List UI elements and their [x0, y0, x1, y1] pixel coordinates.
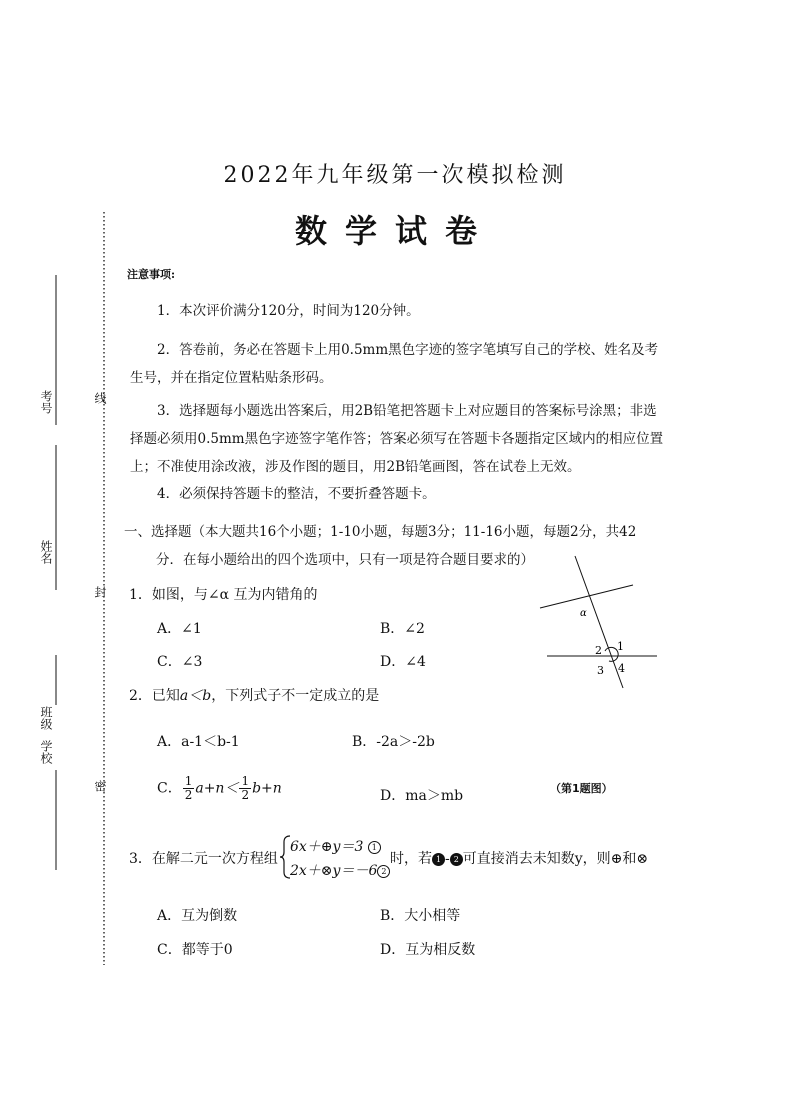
q2-option-b: B．-2a＞-2b — [352, 734, 435, 750]
q2-option-a: A．a-1＜b-1 — [157, 734, 240, 750]
alpha-label: α — [580, 608, 587, 619]
q3-stem-pre: 3．在解二元一次方程组 — [129, 851, 278, 867]
op-marker-1: 1 — [432, 853, 445, 866]
angle-3-label: 3 — [597, 664, 604, 677]
q3-option-b: B．大小相等 — [380, 908, 461, 924]
op-marker-2: 2 — [450, 853, 463, 866]
q2-condition: a＜b — [179, 688, 212, 704]
q2-option-c-prefix: C． — [157, 780, 182, 797]
q3-equation-1: 6x＋⊕y＝3 1 — [290, 836, 381, 856]
exam-title: 2022年九年级第一次模拟检测 — [223, 163, 567, 188]
notice-item-3: 3．选择题每小题选出答案后，用2B铅笔把答题卡上对应题目的答案标号涂黑；非选择题必须用0.5mm黑色字迹签字笔作答；答案必须写在答题卡各题指定区域内的相应位置上；不准使用涂改液，涉及作图的题目，用2B铅笔画图，答在试卷上无效。 — [130, 403, 664, 475]
q3-equation-2: 2x＋⊗y＝－6 2 — [290, 860, 390, 880]
seal-line-char: 线 — [93, 392, 107, 404]
q2-stem-post: ，下列式子不一定成立的是 — [211, 688, 380, 704]
q2-option-c-frac-2: $\frac{1}{2}$ — [241, 774, 250, 802]
q2-option-c-post: b+n — [252, 780, 282, 797]
subject-title: 数学试卷 — [294, 212, 495, 250]
name-label: 姓名 — [39, 540, 53, 564]
q1-stem: 1．如图，与∠α 互为内错角的 — [129, 587, 318, 603]
q3-option-a: A．互为倒数 — [157, 908, 238, 924]
seal-seal-char: 封 — [93, 586, 107, 598]
q3-option-d: D．互为相反数 — [380, 942, 476, 958]
angle-1-label: 1 — [617, 640, 624, 653]
class-label: 班级 — [39, 706, 53, 730]
exam-no-label: 考号 — [39, 390, 53, 414]
notice-item-1: 1．本次评价满分120分，时间为120分钟。 — [157, 303, 420, 319]
q2-option-c-mid: a+n＜ — [195, 780, 239, 797]
q2-stem — [129, 685, 379, 705]
q2-option-c-frac-1: $\frac{1}{2}$ — [184, 774, 193, 802]
q1-option-d: D．∠4 — [380, 654, 426, 670]
q1-option-a: A．∠1 — [157, 621, 202, 637]
section-1-line-1: 一、选择题（本大题共16个小题；1-10小题，每题3分；11-16小题，每题2分，共42 — [124, 524, 637, 540]
q1-figure — [535, 550, 665, 695]
seal-mi-char: 密 — [93, 780, 107, 792]
q3-option-c: C．都等于0 — [157, 942, 233, 958]
notice-heading: 注意事项: — [127, 268, 176, 281]
q1-option-c: C．∠3 — [157, 654, 203, 670]
angle-2-label: 2 — [595, 644, 602, 657]
angle-4-label: 4 — [618, 662, 625, 675]
q2-stem-pre: 2．已知 — [129, 688, 180, 704]
section-1-line-2: 分．在每小题给出的四个选项中，只有一项是符合题目要求的） — [156, 552, 534, 568]
notice-item-4: 4．必须保持答题卡的整洁，不要折叠答题卡。 — [157, 486, 436, 502]
q1-option-b: B．∠2 — [380, 621, 425, 637]
q2-option-c — [157, 775, 282, 802]
notice-item-2: 2．答卷前，务必在答题卡上用0.5mm黑色字迹的签字笔填写自己的学校、姓名及考生号，并在指定位置粘贴条形码。 — [130, 342, 659, 386]
school-label: 学校 — [39, 740, 53, 764]
eq-2-marker: 2 — [377, 865, 390, 878]
q3-stem-rest: 时，若 1 - 2 可直接消去未知数y，则⊕和⊗ — [390, 851, 649, 867]
eq-1-marker: 1 — [368, 841, 381, 854]
q1-figure-caption: （第1题图） — [550, 782, 613, 795]
q2-option-d: D．ma＞mb — [380, 788, 464, 804]
